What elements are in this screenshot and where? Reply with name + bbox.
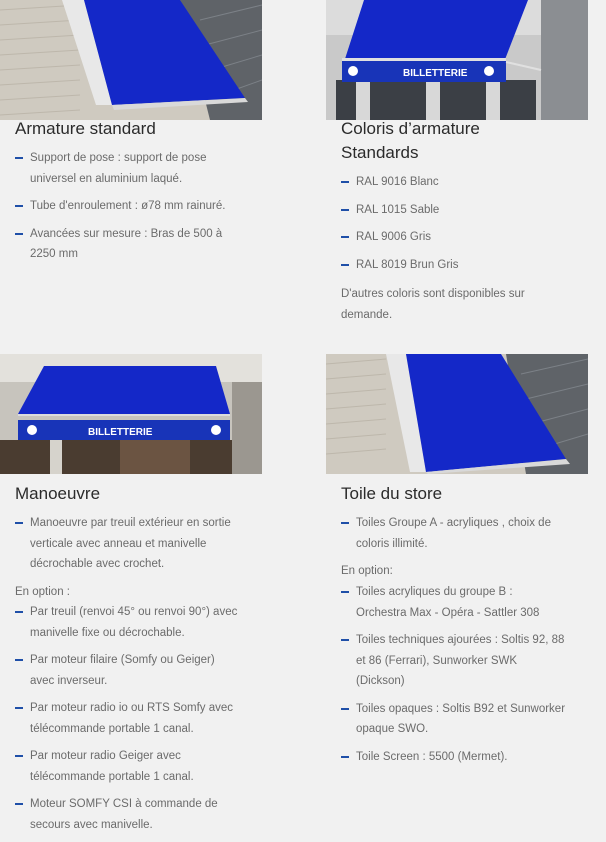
sign-text: BILLETTERIE (88, 427, 153, 438)
option-label: En option : (15, 586, 70, 598)
awning-side-photo (0, 0, 262, 120)
dash-icon (15, 611, 23, 613)
manoeuvre-list (15, 513, 240, 582)
list-item: Par treuil (renvoi 45° ou renvoi 90°) avec manivelle fixe ou décrochable. (15, 602, 240, 643)
color-list (341, 172, 566, 282)
awning-side-image-2 (326, 354, 588, 474)
list-item: RAL 9006 Gris (341, 227, 566, 248)
dash-icon (15, 803, 23, 805)
list-item: Tube d'enroulement : ø78 mm rainuré. (15, 196, 240, 217)
list-item: RAL 1015 Sable (341, 200, 566, 221)
list-item: RAL 9016 Blanc (341, 172, 566, 193)
note-text: D'autres coloris sont disponibles sur demande. (341, 288, 525, 321)
list-item: Support de pose : support de pose universel en aluminium laqué. (15, 148, 240, 189)
dash-icon (341, 181, 349, 183)
list-item: Toiles acryliques du groupe B : Orchestra Max - Opéra - Sattler 308 (341, 582, 566, 623)
list-item: Par moteur radio io ou RTS Somfy avec télécommande portable 1 canal. (15, 698, 240, 739)
awning-side-photo-2 (326, 354, 588, 474)
dash-icon (15, 659, 23, 661)
option-label: En option: (341, 565, 393, 577)
option-list (15, 602, 240, 842)
awning-front-photo (326, 0, 588, 120)
card-title: Armature standard (15, 119, 156, 138)
dash-icon (341, 264, 349, 266)
dash-icon (15, 522, 23, 524)
dash-icon (341, 522, 349, 524)
dash-icon (341, 236, 349, 238)
dash-icon (341, 708, 349, 710)
dash-icon (341, 591, 349, 593)
awning-front-image-2 (0, 354, 262, 474)
list-item: Par moteur radio Geiger avec télécommande portable 1 canal. (15, 746, 240, 787)
list-item: Moteur SOMFY CSI à commande de secours avec manivelle. (15, 794, 240, 835)
list-item: Toiles techniques ajourées : Soltis 92, 88 et 86 (Ferrari), Sunworker SWK (Dickson) (341, 630, 566, 692)
list-item: Toiles opaques : Soltis B92 et Sunworker opaque SWO. (341, 699, 566, 740)
card-armature-standard (0, 0, 262, 300)
list-item: Par moteur filaire (Somfy ou Geiger) avec inverseur. (15, 650, 240, 691)
option-list (341, 582, 566, 774)
spec-list (15, 148, 240, 272)
card-manoeuvre (0, 354, 262, 842)
dash-icon (15, 233, 23, 235)
dash-icon (341, 209, 349, 211)
dash-icon (15, 157, 23, 159)
list-item: Avancées sur mesure : Bras de 500 à 2250 mm (15, 224, 240, 265)
list-item: Toile Screen : 5500 (Mermet). (341, 747, 566, 768)
dash-icon (15, 707, 23, 709)
card-title: Coloris d’armature Standards (341, 119, 480, 162)
awning-front-photo-2 (0, 354, 262, 474)
awning-side-image (0, 0, 262, 120)
card-coloris (326, 0, 588, 330)
toile-list (341, 513, 566, 561)
list-item: Toiles Groupe A - acryliques , choix de coloris illimité. (341, 513, 566, 554)
list-item: Manoeuvre par treuil extérieur en sortie verticale avec anneau et manivelle décrochable avec crochet. (15, 513, 240, 575)
list-item: RAL 8019 Brun Gris (341, 255, 566, 276)
dash-icon (341, 756, 349, 758)
dash-icon (15, 205, 23, 207)
sign-text: BILLETTERIE (403, 68, 468, 79)
card-title: Toile du store (341, 484, 443, 503)
dash-icon (15, 755, 23, 757)
dash-icon (341, 639, 349, 641)
card-title: Manoeuvre (15, 484, 101, 503)
awning-front-image (326, 0, 588, 120)
card-toile (326, 354, 588, 842)
